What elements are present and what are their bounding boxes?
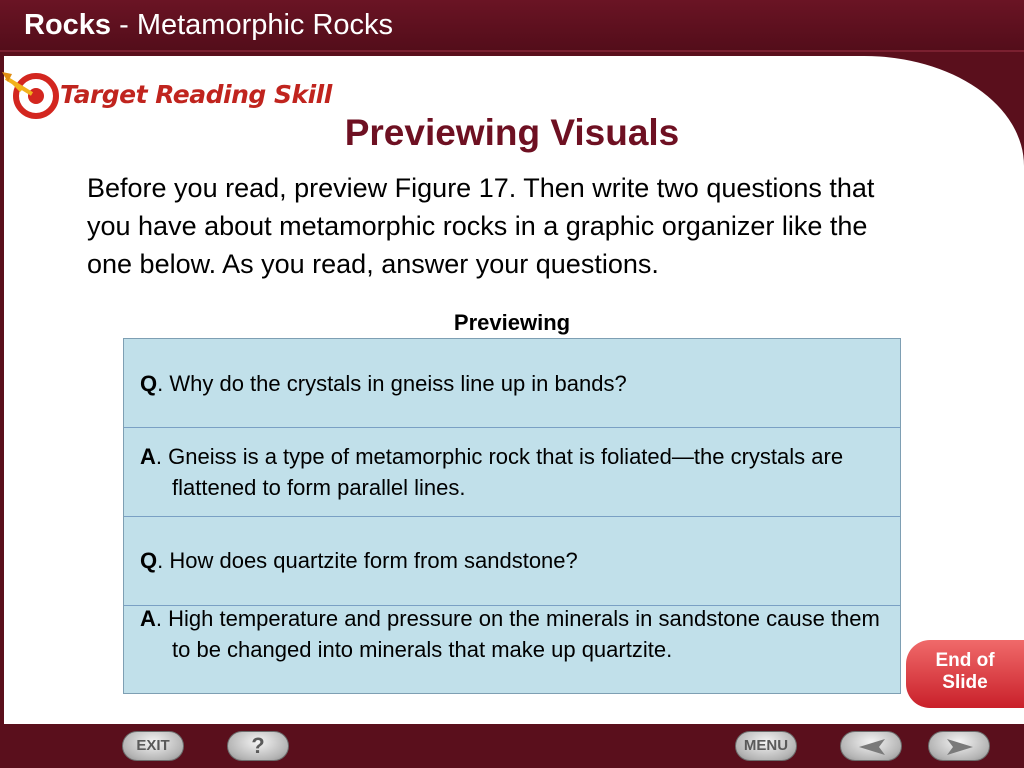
title-bar: [0, 0, 1024, 52]
row-text: . High temperature and pressure on the minerals in sandstone cause them to be changed into minerals that make up quartzite.: [155, 606, 880, 662]
page-heading: Previewing Visuals: [344, 112, 680, 153]
row-prefix: A: [140, 606, 156, 631]
target-reading-skill-label: Target Reading Skill: [60, 80, 332, 109]
title-divider: [0, 50, 1024, 52]
row-text: . Gneiss is a type of metamorphic rock that is foliated—the crystals are flattened to form parallel lines.: [155, 444, 844, 500]
intro-paragraph: Before you read, preview Figure 17. Then write two questions that you have about metamorphic rocks in a graphic organizer like the one below. As you read, answer your questions.: [87, 173, 875, 279]
previous-button[interactable]: [840, 731, 902, 761]
organizer-row-question-2: [124, 517, 900, 606]
row-prefix: Q: [140, 371, 158, 396]
slide-title-bold: Rocks: [24, 9, 112, 41]
exit-button[interactable]: EXIT: [122, 731, 184, 761]
organizer-row-answer-1: [124, 428, 900, 517]
row-text: . How does quartzite form from sandstone?: [157, 548, 578, 573]
row-prefix: Q: [140, 548, 158, 573]
end-of-slide-button[interactable]: [906, 640, 1024, 708]
graphic-organizer: [123, 338, 901, 694]
arrow-left-icon: [857, 737, 887, 757]
help-button[interactable]: ?: [227, 731, 289, 761]
arrow-right-icon: [945, 737, 975, 757]
slide-title: [24, 9, 393, 42]
menu-button[interactable]: MENU: [735, 731, 797, 761]
organizer-caption: Previewing: [453, 310, 571, 335]
slide-subtitle: - Metamorphic Rocks: [111, 9, 394, 41]
organizer-row-answer-2: [124, 606, 900, 694]
end-of-slide-line1: End of: [935, 650, 995, 671]
row-prefix: A: [140, 444, 156, 469]
end-of-slide-line2: Slide: [942, 672, 988, 693]
next-button[interactable]: [928, 731, 990, 761]
row-text: . Why do the crystals in gneiss line up in bands?: [157, 371, 627, 396]
organizer-row-question-1: [124, 339, 900, 428]
